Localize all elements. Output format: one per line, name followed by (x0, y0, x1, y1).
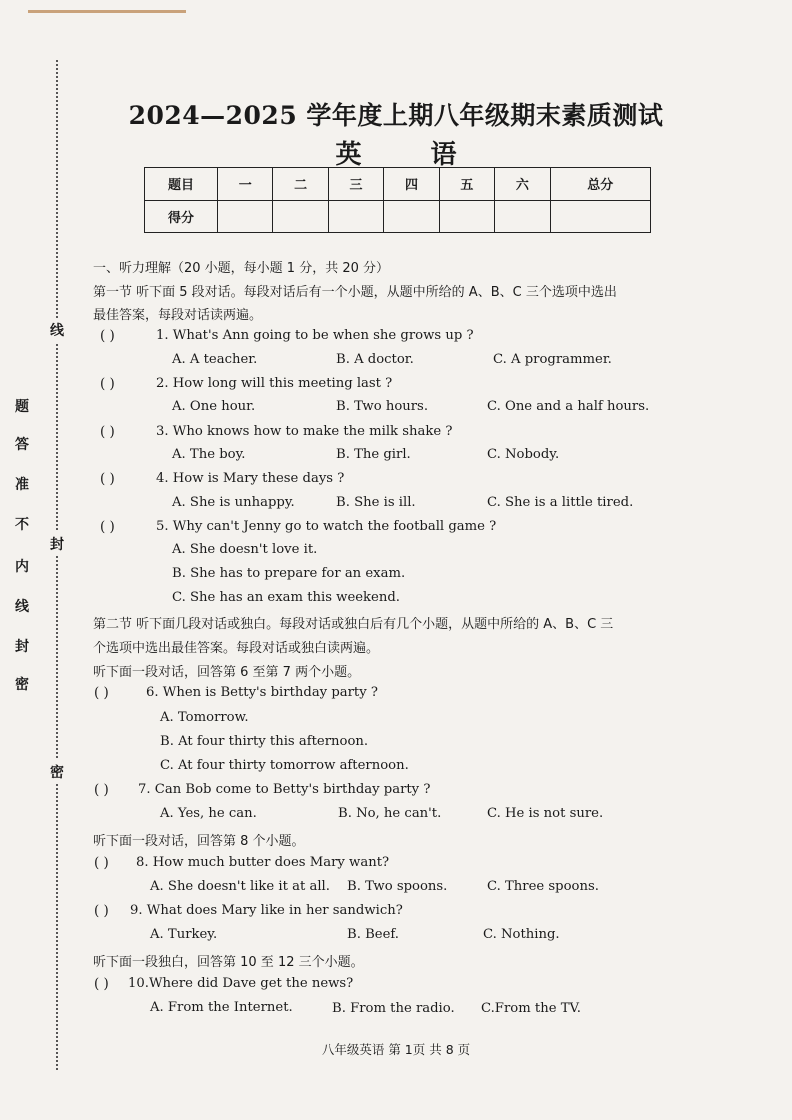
option-c: C.From the TV. (481, 1001, 581, 1016)
option-c: C. She is a little tired. (487, 495, 634, 510)
option-a: A. She is unhappy. (172, 495, 295, 510)
option-b: B. A doctor. (336, 352, 414, 367)
score-cell: 题目 (145, 168, 218, 201)
exam-title: 2024—2025 学年度上期八年级期末素质测试 (128, 101, 664, 130)
option-c: C. A programmer. (493, 352, 612, 367)
answer-blank[interactable]: ( ) (100, 328, 115, 344)
answer-blank[interactable]: ( ) (100, 471, 115, 487)
answer-blank[interactable]: ( ) (100, 424, 115, 440)
option-a: A. Yes, he can. (160, 806, 257, 821)
score-input-cell[interactable] (328, 200, 383, 233)
option-b: B. Two hours. (336, 399, 429, 414)
score-cell: 四 (384, 168, 439, 201)
answer-blank[interactable]: ( ) (94, 685, 109, 701)
option-c: C. At four thirty tomorrow afternoon. (160, 758, 409, 773)
option-b: B. Two spoons. (347, 879, 448, 894)
option-c: C. Nobody. (487, 447, 560, 462)
answer-blank[interactable]: ( ) (94, 855, 109, 871)
option-b: B. She has to prepare for an exam. (172, 566, 406, 581)
option-a: A. From the Internet. (150, 1000, 293, 1015)
warning-char: 内 (15, 559, 29, 575)
binding-mark-seal: 封 (46, 532, 68, 556)
score-cell: 三 (328, 168, 383, 201)
option-c: C. Nothing. (483, 927, 560, 942)
score-cell: 一 (218, 168, 273, 201)
score-input-cell[interactable] (218, 200, 273, 233)
score-cell: 六 (495, 168, 550, 201)
score-input-cell[interactable] (273, 200, 328, 233)
question-stem: 3. Who knows how to make the milk shake ? (156, 424, 453, 439)
instruction-q6-7: 听下面一段对话，回答第 6 至第 7 两个小题。 (93, 665, 361, 680)
section-heading: 一、听力理解（20 小题，每小题 1 分，共 20 分） (93, 261, 390, 276)
score-table (144, 167, 651, 233)
warning-char: 准 (15, 477, 29, 493)
question-stem: 1. What's Ann going to be when she grows up ? (156, 328, 474, 343)
option-b: B. The girl. (336, 447, 411, 462)
score-table-score-row (145, 200, 651, 233)
score-cell: 得分 (145, 200, 218, 233)
score-cell: 五 (439, 168, 494, 201)
score-cell: 总分 (550, 168, 650, 201)
warning-char: 不 (15, 517, 29, 533)
option-a: A. She doesn't love it. (172, 542, 318, 557)
option-a: A. Tomorrow. (160, 710, 249, 725)
answer-blank[interactable]: ( ) (94, 976, 109, 992)
answer-blank[interactable]: ( ) (100, 519, 115, 535)
option-c: C. He is not sure. (487, 806, 604, 821)
question-stem: 4. How is Mary these days ? (156, 471, 345, 486)
top-edge-strip (28, 10, 186, 13)
option-c: C. Three spoons. (487, 879, 599, 894)
part2-instruction-cont: 个选项中选出最佳答案。每段对话或独白读两遍。 (93, 641, 380, 656)
option-a: A. She doesn't like it at all. (150, 879, 330, 894)
option-a: A. A teacher. (172, 352, 258, 367)
binding-mark-line: 线 (46, 318, 68, 342)
question-stem: 9. What does Mary like in her sandwich? (130, 903, 403, 918)
score-table-header-row (145, 168, 651, 201)
option-a: A. Turkey. (150, 927, 218, 942)
warning-char: 答 (15, 437, 29, 453)
score-input-cell[interactable] (384, 200, 439, 233)
warning-char: 题 (15, 399, 29, 415)
binding-dotted-line (56, 60, 58, 1070)
question-stem: 8. How much butter does Mary want? (136, 855, 390, 870)
score-input-cell[interactable] (439, 200, 494, 233)
score-input-cell[interactable] (495, 200, 550, 233)
question-stem: 10.Where did Dave get the news? (128, 976, 354, 991)
question-stem: 7. Can Bob come to Betty's birthday party ? (138, 782, 431, 797)
binding-mark-secret: 密 (46, 760, 68, 784)
option-a: A. The boy. (172, 447, 246, 462)
option-a: A. One hour. (172, 399, 256, 414)
question-stem: 5. Why can't Jenny go to watch the football game ? (156, 519, 497, 534)
option-b: B. At four thirty this afternoon. (160, 734, 369, 749)
warning-char: 密 (15, 677, 29, 693)
option-b: B. Beef. (347, 927, 399, 942)
option-c: C. One and a half hours. (487, 399, 650, 414)
score-input-cell[interactable] (550, 200, 650, 233)
part1-instruction-cont: 最佳答案，每段对话读两遍。 (93, 308, 263, 323)
part1-instruction: 第一节 听下面 5 段对话。每段对话后有一个小题，从题中所给的 A、B、C 三个选项中选出 (93, 285, 617, 300)
option-b: B. No, he can't. (338, 806, 442, 821)
warning-char: 封 (15, 639, 29, 655)
page-footer: 八年级英语 第 1页 共 8 页 (321, 1042, 471, 1057)
exam-subject: 英 语 (335, 140, 487, 170)
question-stem: 6. When is Betty's birthday party ? (146, 685, 378, 700)
answer-blank[interactable]: ( ) (100, 376, 115, 392)
option-b: B. She is ill. (336, 495, 416, 510)
option-b: B. From the radio. (332, 1001, 455, 1016)
instruction-q10-12: 听下面一段独白，回答第 10 至 12 三个小题。 (93, 955, 364, 970)
option-c: C. She has an exam this weekend. (172, 590, 400, 605)
answer-blank[interactable]: ( ) (94, 903, 109, 919)
part2-instruction: 第二节 听下面几段对话或独白。每段对话或独白后有几个小题，从题中所给的 A、B、C 三 (93, 617, 614, 632)
score-cell: 二 (273, 168, 328, 201)
instruction-q8: 听下面一段对话，回答第 8 个小题。 (93, 834, 305, 849)
question-stem: 2. How long will this meeting last ? (156, 376, 393, 391)
answer-blank[interactable]: ( ) (94, 782, 109, 798)
warning-char: 线 (15, 599, 29, 615)
